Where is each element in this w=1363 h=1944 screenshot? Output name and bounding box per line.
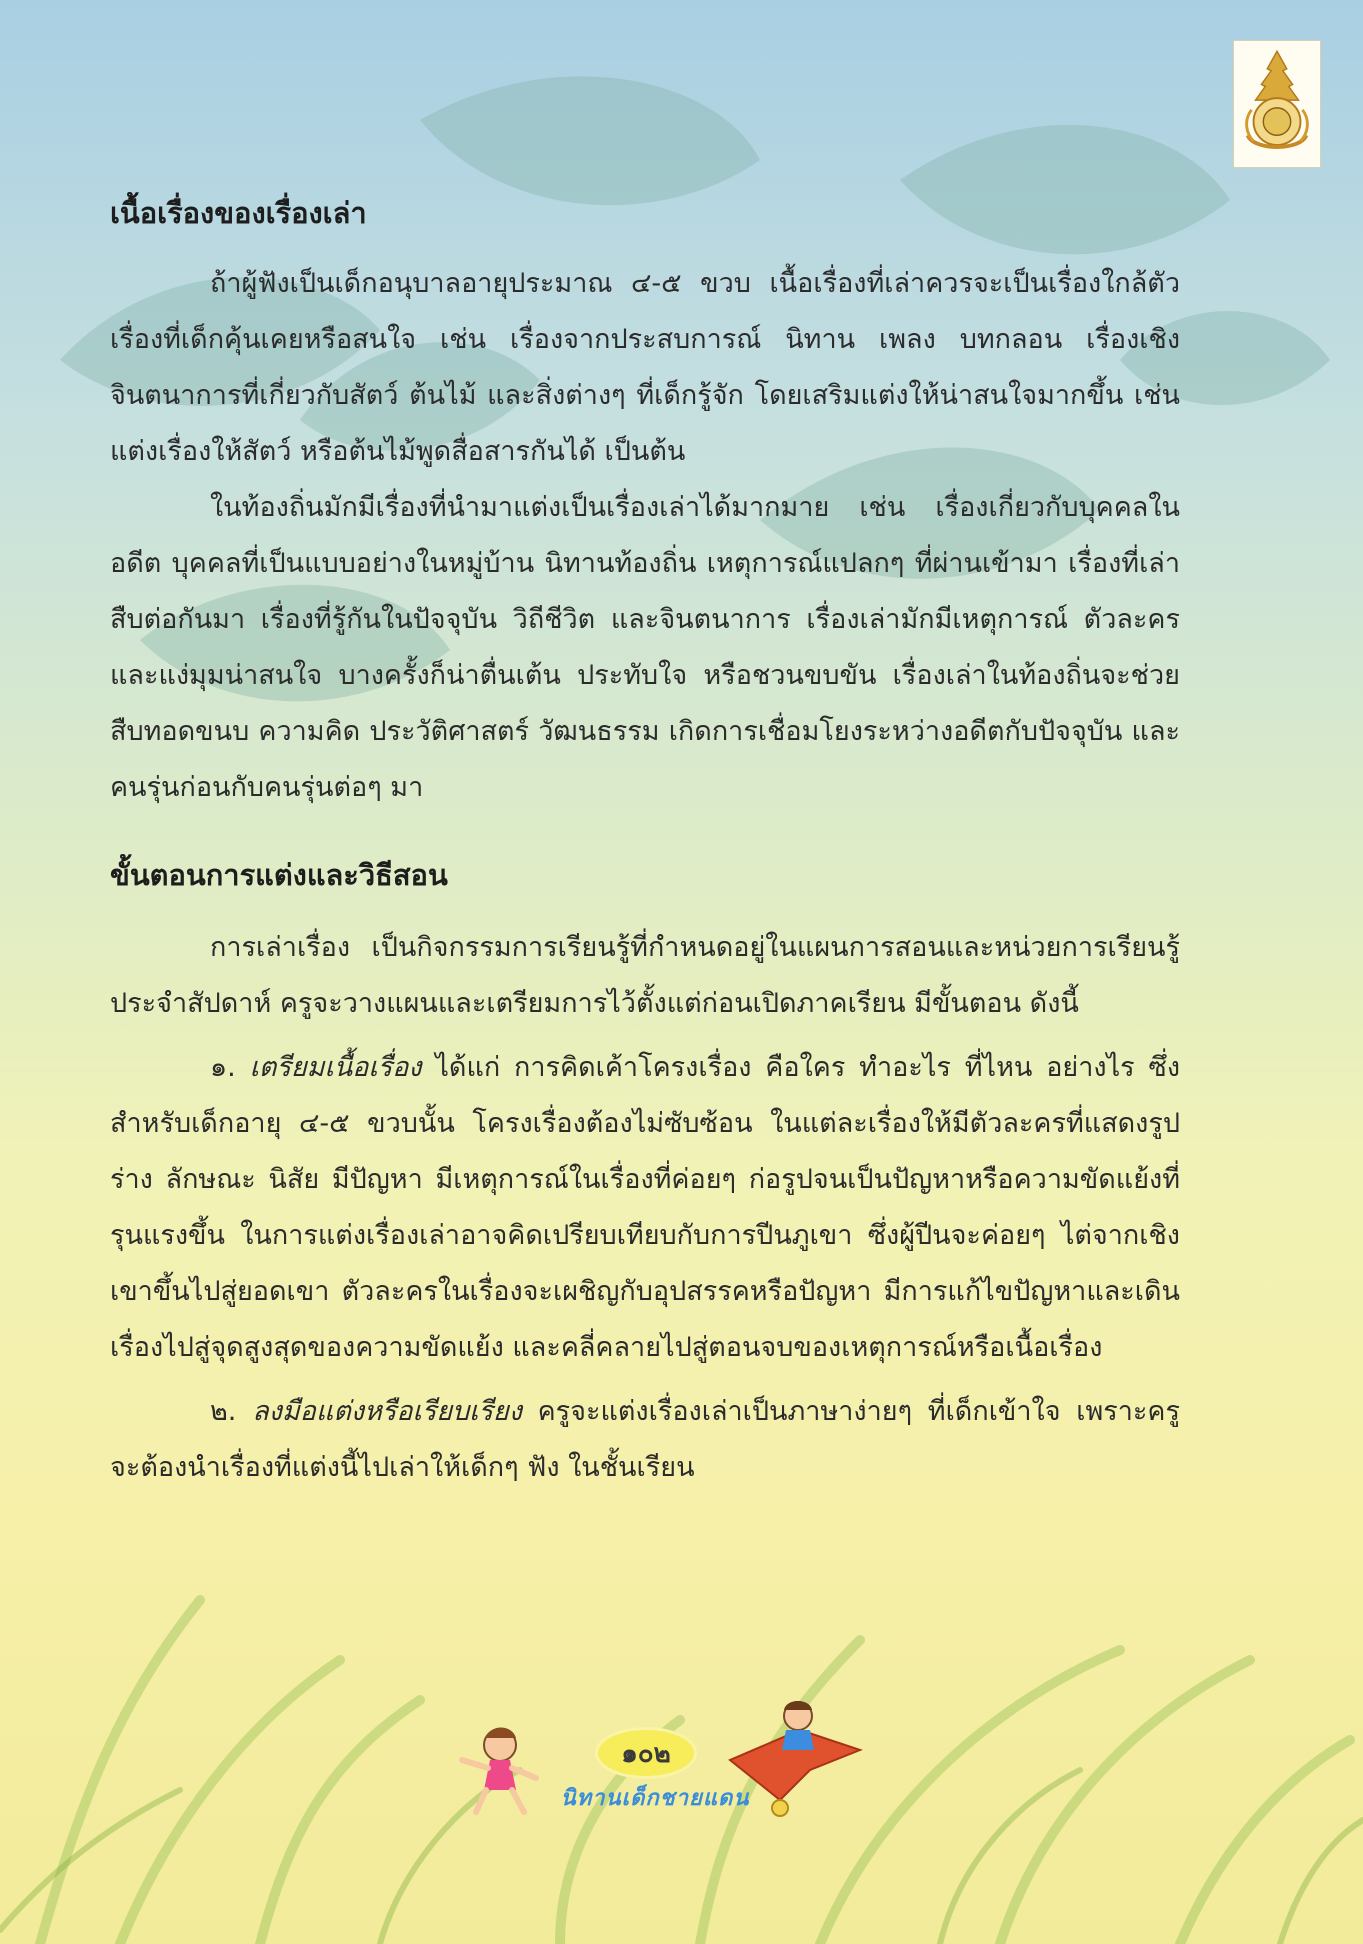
step-title: เตรียมเนื้อเรื่อง [249,1052,422,1083]
step-item [110,1384,1180,1496]
step-item [110,1040,1180,1376]
paragraph: ในท้องถิ่นมักมีเรื่องที่นำมาแต่งเป็นเรื่องเล่าได้มากมาย เช่น เรื่องเกี่ยวกับบุคคลในอดีต บุคคลที่เป็นแบบอย่างในหมู่บ้าน นิทานท้องถิ่น เหตุการณ์แปลกๆ ที่ผ่านเข้ามา เรื่องที่เล่าสืบต่อกันมา เรื่องที่รู้กันในปัจจุบัน วิถีชีวิต และจินตนาการ เรื่องเล่ามักมีเหตุการณ์ ตัวละคร และแง่มุมน่าสนใจ บางครั้งก็น่าตื่นเต้น ประทับใจ หรือชวนขบขัน เรื่องเล่าในท้องถิ่นจะช่วยสืบทอดขนบ ความคิด ประวัติศาสตร์ วัฒนธรรม เกิดการเชื่อมโยงระหว่างอดีตกับปัจจุบัน และคนรุ่นก่อนกับคนรุ่นต่อๆ มา [110,492,1180,803]
page-number: ๑๐๒ [598,1730,694,1776]
step-text: ได้แก่ การคิดเค้าโครงเรื่อง คือใคร ทำอะไร ที่ไหน อย่างไร ซึ่งสำหรับเด็กอายุ ๔-๕ ขวบนั้น โครงเรื่องต้องไม่ซับซ้อน ในแต่ละเรื่องให้มีตัวละครที่แสดงรูปร่าง ลักษณะ นิสัย มีปัญหา มีเหตุการณ์ในเรื่องที่ค่อยๆ ก่อรูปจนเป็นปัญหาหรือความขัดแย้งที่รุนแรงขึ้น ในการแต่งเรื่องเล่าอาจคิดเปรียบเทียบกับการปีนภูเขา ซึ่งผู้ปีนจะค่อยๆ ไต่จากเชิงเขาขึ้นไปสู่ยอดเขา ตัวละครในเรื่องจะเผชิญกับอุปสรรคหรือปัญหา มีการแก้ไขปัญหาและเดินเรื่องไปสู่จุดสูงสุดของความขัดแย้ง และคลี่คลายไปสู่ตอนจบของเหตุการณ์หรือเนื้อเรื่อง [110,1052,1180,1363]
child-cartoon-icon [450,1720,540,1820]
section-heading-steps: ขั้นตอนการแต่งและวิธีสอน [110,858,448,892]
kids-origami-bird-icon [720,1690,870,1820]
section-heading-story-content: เนื้อเรื่องของเรื่องเล่า [110,196,367,230]
step-number: ๑. [210,1052,236,1083]
page-footer [450,1690,870,1820]
step-text: ครูจะแต่งเรื่องเล่าเป็นภาษาง่ายๆ ที่เด็กเข้าใจ เพราะครูจะต้องนำเรื่องที่แต่งนี้ไปเล่าให้เด็กๆ ฟัง ในชั้นเรียน [110,1396,1180,1483]
paragraph: ถ้าผู้ฟังเป็นเด็กอนุบาลอายุประมาณ ๔-๕ ขวบ เนื้อเรื่องที่เล่าควรจะเป็นเรื่องใกล้ตัว เรื่องที่เด็กคุ้นเคยหรือสนใจ เช่น เรื่องจากประสบการณ์ นิทาน เพลง บทกลอน เรื่องเชิงจินตนาการที่เกี่ยวกับสัตว์ ต้นไม้ และสิ่งต่างๆ ที่เด็กรู้จัก โดยเสริมแต่งให้น่าสนใจมากขึ้น เช่น แต่งเรื่องให้สัตว์ หรือต้นไม้พูดสื่อสารกันได้ เป็นต้น [110,268,1180,467]
ministry-seal-logo [1233,40,1321,168]
book-brand-title: นิทานเด็กชายแดน [560,1786,750,1811]
step-title: ลงมือแต่งหรือเรียบเรียง [252,1396,522,1427]
paragraph-intro: การเล่าเรื่อง เป็นกิจกรรมการเรียนรู้ที่กำหนดอยู่ในแผนการสอนและหน่วยการเรียนรู้ประจำสัปดาห์ ครูจะวางแผนและเตรียมการไว้ตั้งแต่ก่อนเปิดภาคเรียน มีขั้นตอน ดังนี้ [110,932,1180,1019]
article-body [110,180,1180,1496]
step-number: ๒. [210,1396,237,1427]
